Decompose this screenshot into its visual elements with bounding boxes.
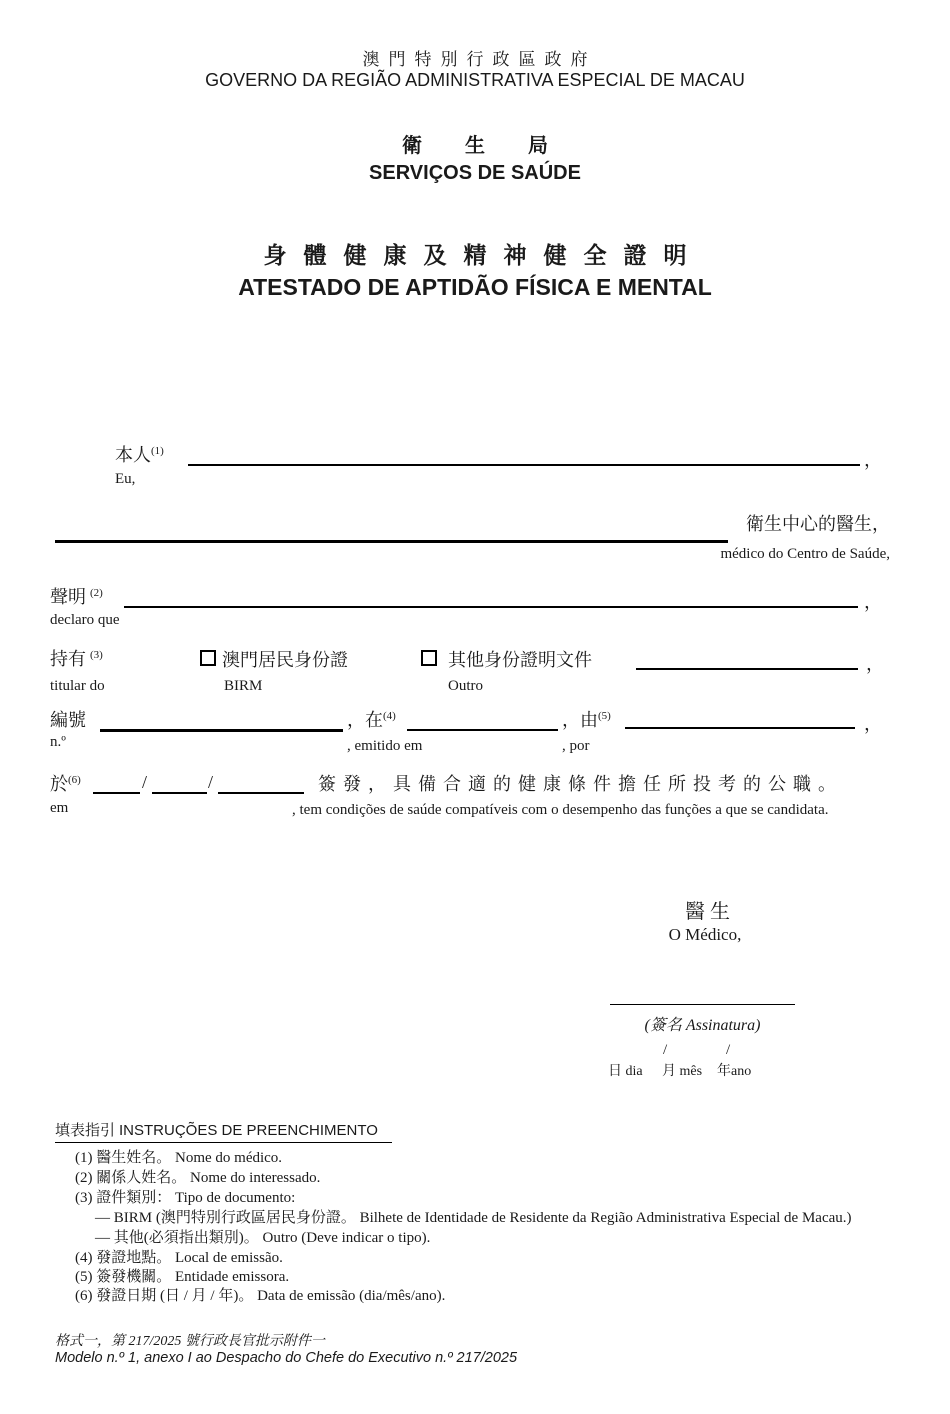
footnote-ref-1: (1) [151,445,164,457]
number-label-pt: n.º [50,734,66,750]
date-year-line[interactable] [218,792,304,794]
signature-line[interactable] [610,1004,795,1005]
footnote-ref-4: (4) [383,710,396,722]
other-option-zh: 其他身份證明文件 [448,650,592,670]
doc-number-line[interactable] [100,729,343,732]
health-centre-label-pt: médico do Centro de Saúde, [720,546,890,562]
department-name-pt: SERVIÇOS DE SAÚDE [369,162,581,184]
birm-option-pt: BIRM [224,678,263,694]
issue-place-line[interactable] [407,729,558,731]
instruction-item: (3) 證件類別： Tipo de documento: [75,1190,296,1206]
footnote-ref-5: (5) [598,710,611,722]
instruction-item: — BIRM (澳門特別行政區居民身份證。 Bilhete de Identidade de Residente da Região Administrativa Especial de Macau.) [95,1210,852,1226]
instruction-item: (2) 關係人姓名。 Nome do interessado. [75,1170,321,1186]
issued-by-label-pt: , por [562,738,590,754]
statement-zh: 簽發，具備合適的健康條件擔任所投考的公職。 [318,774,843,794]
signature-caption: (簽名 Assinatura) [644,1017,761,1034]
sig-day-label: 日 dia [608,1064,643,1079]
footer-model-zh: 格式一，第 217/2025 號行政長官批示附件一 [55,1334,325,1349]
document-title-zh: 身體健康及精神健全證明 [263,243,704,268]
issuer-line[interactable] [625,727,855,729]
date-month-line[interactable] [152,792,207,794]
health-centre-label-zh: 衛生中心的醫生， [746,514,890,534]
date-slash: / [142,772,148,792]
comma: ， [864,714,882,734]
sig-date-slash: / [663,1042,668,1058]
instructions-heading [55,1119,392,1143]
footnote-ref-6: (6) [68,774,81,786]
footer-model-pt: Modelo n.º 1, anexo I ao Despacho do Chefe do Executivo n.º 217/2025 [55,1350,518,1366]
instructions-heading-zh: 填表指引 [55,1123,116,1139]
doctor-signature-title-zh: 醫生 [685,901,735,923]
date-slash: / [208,772,214,792]
government-name-zh: 澳門特別行政區政府 [362,50,597,69]
instruction-item: (6) 發證日期 (日 / 月 / 年)。 Data de emissão (dia/mês/ano). [75,1288,446,1304]
number-label-zh: 編號 [50,710,86,730]
sig-year-label: 年ano [717,1064,752,1079]
health-centre-line[interactable] [55,540,728,543]
issued-at-label-pt: , emitido em [347,738,423,754]
sig-date-slash: / [726,1042,731,1058]
declare-label-pt: declaro que [50,612,120,628]
instruction-item: (4) 發證地點。 Local de emissão. [75,1250,283,1266]
interested-name-line[interactable] [124,606,858,608]
holder-label-pt: titular do [50,678,105,694]
instruction-item: — 其他(必須指出類別)。 Outro (Deve indicar o tipo). [95,1230,431,1246]
date-day-line[interactable] [93,792,140,794]
checkbox-outro[interactable] [421,650,437,666]
declarant-label-zh: 本人$^{(1)}$ [115,445,164,465]
footnote-ref-2: (2) [90,587,103,599]
footnote-ref-3: (3) [90,649,103,661]
comma: ， [864,450,882,470]
issued-by-label-zh: ，由$^{(5)}$ [562,710,611,730]
declare-label-zh: 聲明 $^{(2)}$ [50,587,103,607]
instructions-heading-pt: INSTRUÇÕES DE PREENCHIMENTO [119,1122,378,1139]
document-title-pt: ATESTADO DE APTIDÃO FÍSICA E MENTAL [238,274,712,300]
instruction-item: (1) 醫生姓名。 Nome do médico. [75,1150,283,1166]
doctor-signature-title-pt: O Médico, [668,925,742,944]
comma: ， [864,592,882,612]
doctor-name-line[interactable] [188,464,860,466]
other-option-pt: Outro [448,678,483,694]
holder-label-zh: 持有 $^{(3)}$ [50,649,103,669]
instruction-item: (5) 簽發機關。 Entidade emissora. [75,1269,290,1285]
department-name-zh: 衛生局 [402,135,591,157]
birm-option-zh: 澳門居民身份證 [222,650,348,670]
checkbox-birm[interactable] [200,650,216,666]
government-name-pt: GOVERNO DA REGIÃO ADMINISTRATIVA ESPECIAL DE MACAU [205,70,745,90]
date-label-zh: 於$^{(6)}$ [50,774,81,794]
statement-pt: , tem condições de saúde compatíveis com o desempenho das funções a que se candidata. [292,802,829,818]
sig-month-label: 月 mês [662,1064,703,1079]
date-label-pt: em [50,800,69,816]
declarant-label-pt: Eu, [115,471,136,487]
issued-at-label-zh: ，在$^{(4)}$ [347,710,396,730]
other-doc-type-line[interactable] [636,668,858,670]
comma: ， [866,654,884,674]
